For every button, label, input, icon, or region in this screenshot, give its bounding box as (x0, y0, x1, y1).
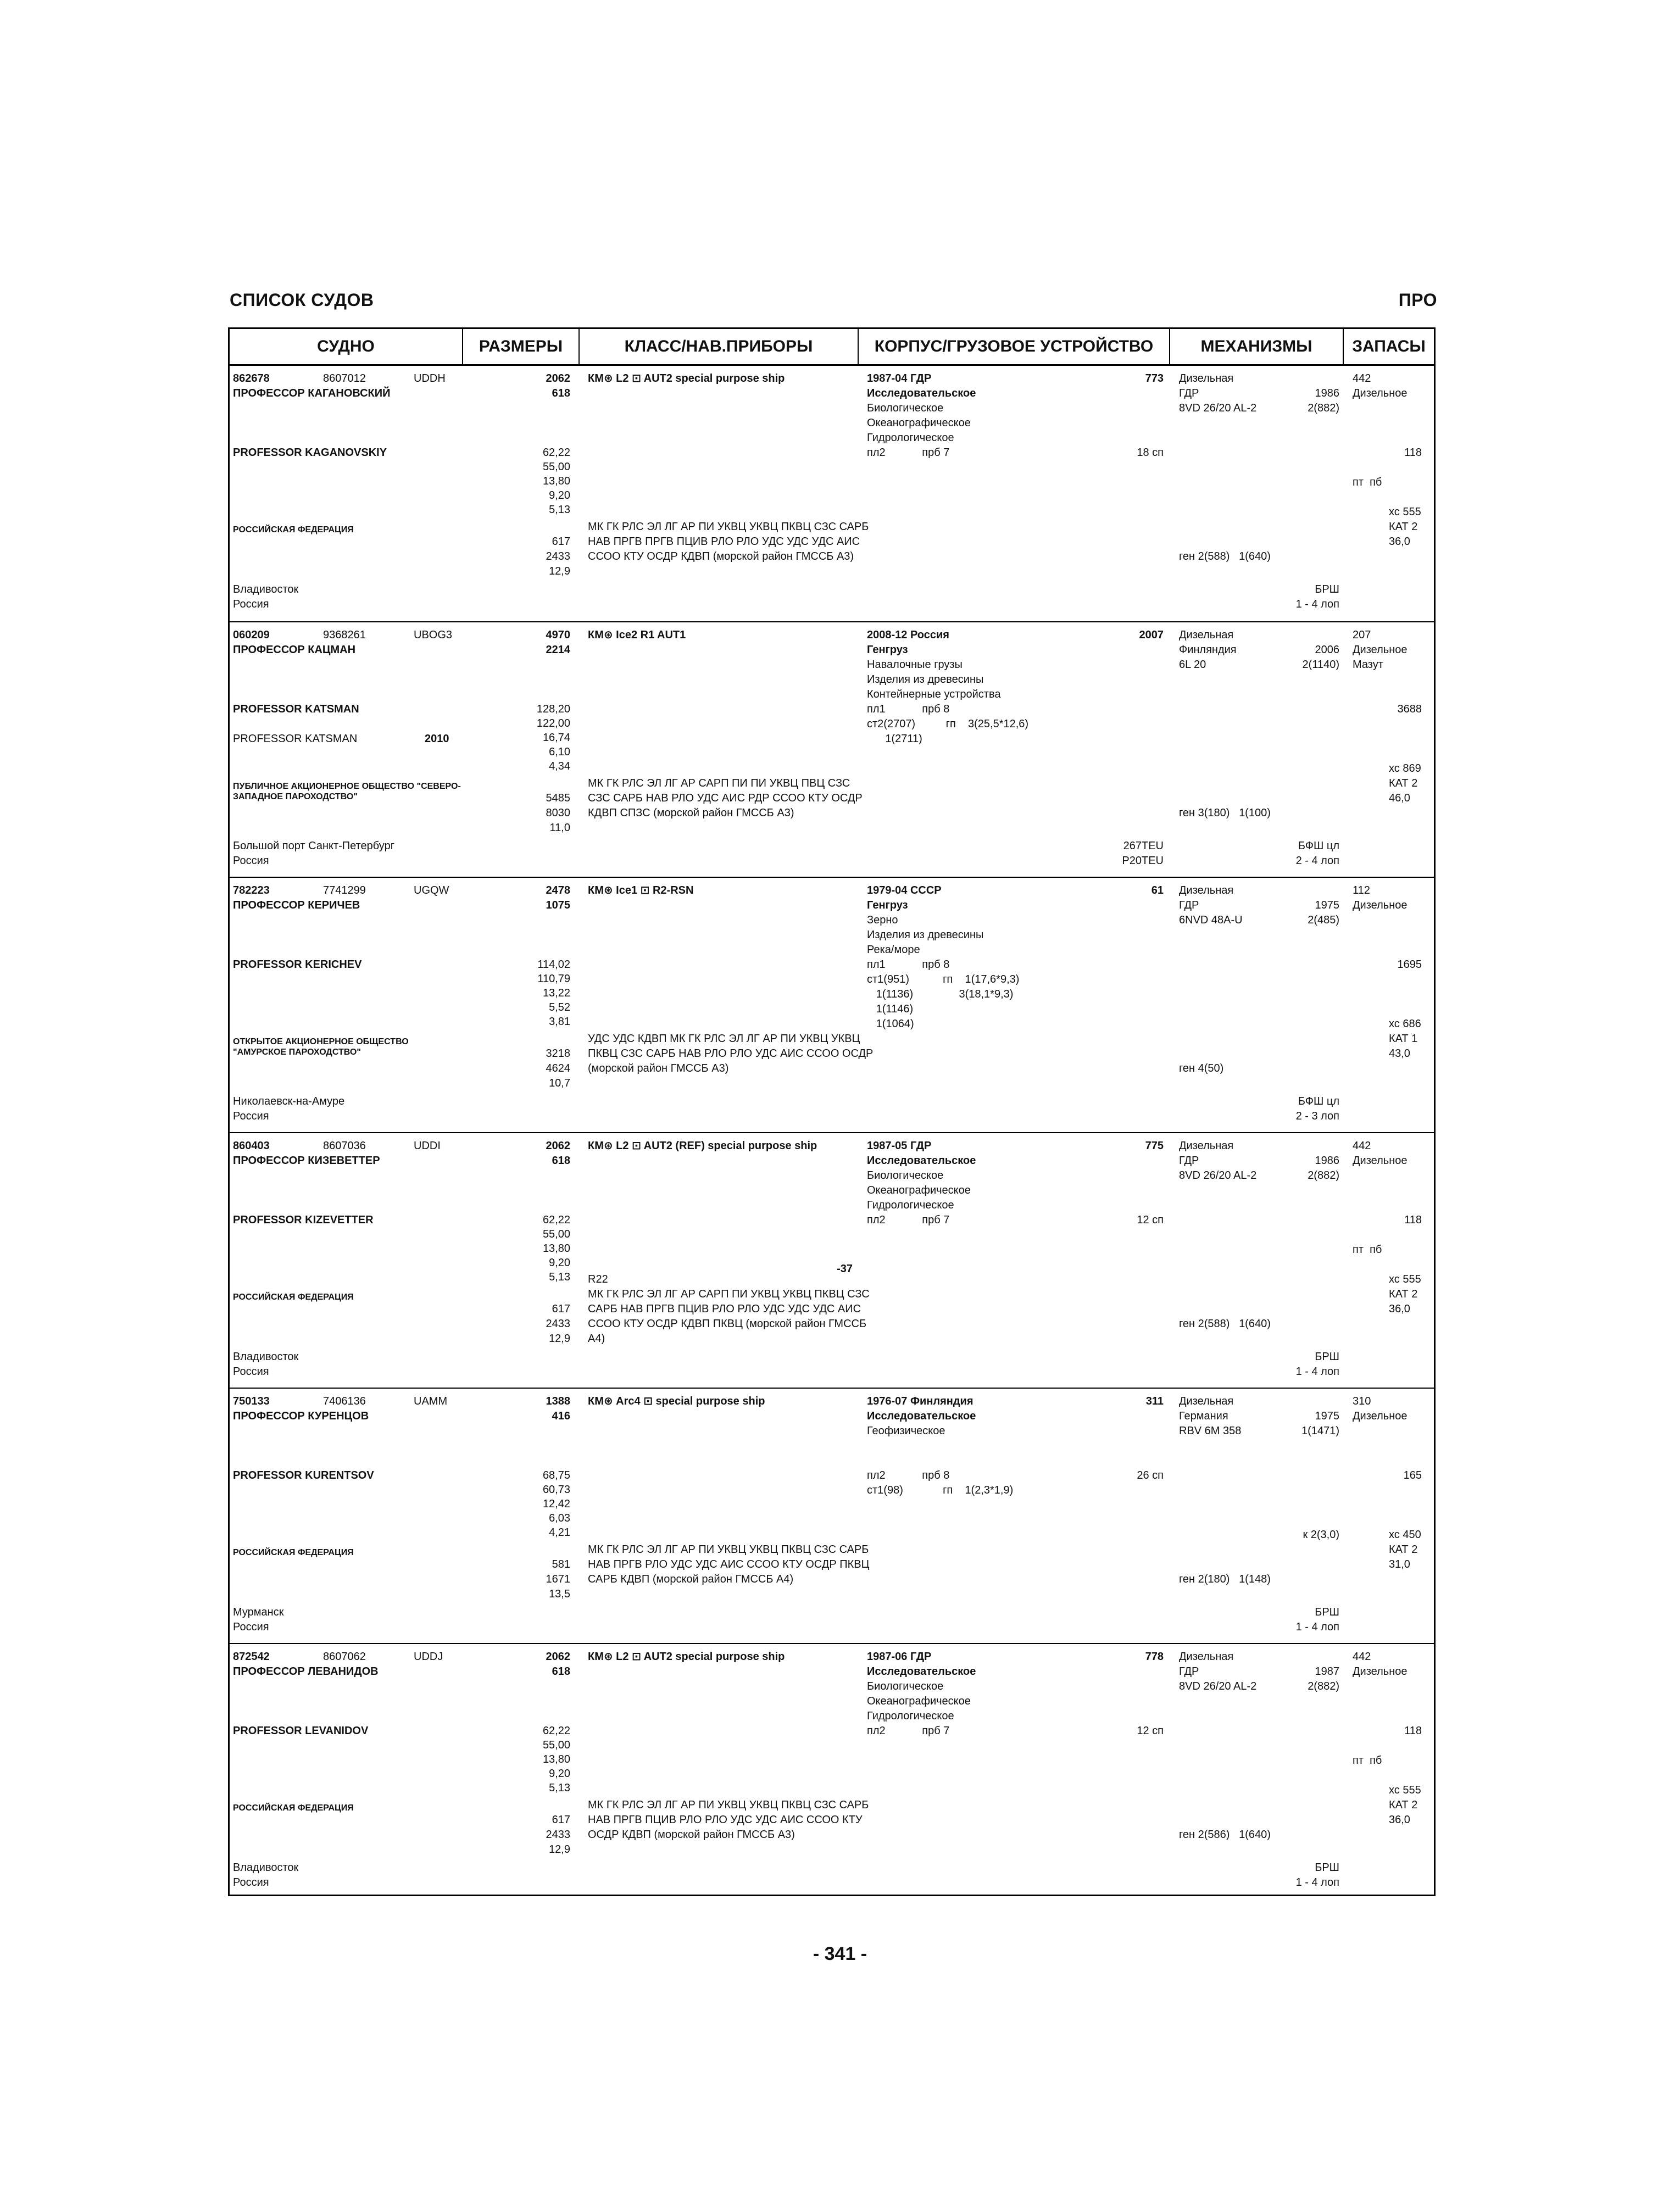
engine-power: 2(485) (1308, 914, 1339, 926)
build-year-country: 1987-06 ГДР (867, 1651, 932, 1663)
class-notation: КМ⊛ L2 ⊡ AUT2 special purpose ship (588, 1651, 785, 1663)
header-title-right: ПРО (1398, 290, 1437, 310)
propeller-blades: 2 - 4 лоп (1295, 855, 1339, 867)
holds-hatches: пл1 прб 8 (867, 703, 950, 715)
autonomy: хс 686 КАТ 1 43,0 (1389, 1018, 1421, 1060)
home-port: Мурманск (233, 1606, 284, 1618)
home-port: Владивосток (233, 1862, 299, 1874)
hull-number: 778 (1145, 1651, 1164, 1663)
deadweight: 5485 8030 11,0 (546, 792, 570, 834)
engine-type: Дизельная (1179, 629, 1234, 641)
vessel-record (230, 1132, 1434, 1388)
vessel-record (230, 1643, 1434, 1898)
gross-tonnage: 2062 (546, 1140, 570, 1152)
fuel-type: Дизельное (1353, 899, 1408, 911)
hull-number: 775 (1145, 1140, 1164, 1152)
header-title-left: СПИСОК СУДОВ (230, 290, 374, 310)
autonomy: хс 555 КАТ 2 36,0 (1389, 1273, 1421, 1315)
vessel-name-ru: ПРОФЕССОР КЕРИЧЕВ (233, 899, 360, 911)
container-capacity: 267TEU (1123, 840, 1164, 852)
generators: ген 2(180) 1(148) (1179, 1573, 1271, 1585)
record-id: 862678 (233, 372, 270, 385)
owner: ПУБЛИЧНОЕ АКЦИОНЕРНОЕ ОБЩЕСТВО "СЕВЕРО-ЗАПАДНОЕ ПАРОХОДСТВО" (233, 782, 461, 801)
engine-country: Германия (1179, 1410, 1228, 1422)
gross-tonnage: 2478 (546, 884, 570, 896)
call-sign: UDDH (414, 372, 446, 385)
fuel-quantity: 442 (1353, 1140, 1371, 1152)
class-notation: КМ⊛ L2 ⊡ AUT2 special purpose ship (588, 372, 785, 385)
fuel-quantity: 442 (1353, 372, 1371, 385)
engine-country: ГДР (1179, 387, 1199, 399)
navigation-equipment: МК ГК РЛС ЭЛ ЛГ АР ПИ УКВЦ УКВЦ ПКВЦ СЗС САРБ НАВ ПРГВ ПРГВ ПЦИВ РЛО РЛО УДС УДС УДС АИС ССОО КТУ ОСДР КДВП (морской район ГМССБ А3) (588, 521, 869, 562)
vessel-type: Генгруз (867, 644, 908, 656)
dimensions: 62,22 55,00 13,80 9,20 5,13 (542, 1725, 570, 1794)
vessel-name-ru: ПРОФЕССОР КАЦМАН (233, 644, 356, 656)
imo-number: 7741299 (323, 884, 366, 896)
vessel-name-ru: ПРОФЕССОР КАГАНОВСКИЙ (233, 387, 391, 399)
vessel-name-en: PROFESSOR KERICHEV (233, 959, 362, 971)
extra-code: R22 (588, 1273, 608, 1285)
navigation-equipment: МК ГК РЛС ЭЛ ЛГ АР ПИ УКВЦ УКВЦ ПКВЦ СЗС САРБ НАВ ПРГВ ПЦИВ РЛО РЛО УДС УДС АИС ССОО КТУ ОСДР КДВП (морской район ГМССБ А3) (588, 1799, 869, 1841)
holds-hatches: пл1 прб 8 (867, 959, 950, 971)
build-year-country: 2008-12 Россия (867, 629, 949, 641)
hold-details: ст1(98) гп 1(2,3*1,9) (867, 1484, 1014, 1496)
engine-power: 2(882) (1308, 1680, 1339, 1692)
flag-country: Россия (233, 598, 269, 610)
engine-power: 2(882) (1308, 1169, 1339, 1182)
engine-country: Финляндия (1179, 644, 1237, 656)
fuel-quantity: 112 (1353, 884, 1370, 896)
deadweight: 617 2433 12,9 (546, 1814, 570, 1856)
record-id: 060209 (233, 629, 270, 641)
build-year-country: 1987-05 ГДР (867, 1140, 932, 1152)
home-port: Владивосток (233, 1351, 299, 1363)
engine-country: ГДР (1179, 899, 1199, 911)
home-port: Владивосток (233, 583, 299, 595)
generators: ген 2(588) 1(640) (1179, 550, 1271, 562)
record-id: 872542 (233, 1651, 270, 1663)
fuel-type: Дизельное (1353, 1665, 1408, 1678)
page-number: - 341 - (813, 1943, 867, 1964)
record-id: 860403 (233, 1140, 270, 1152)
net-tonnage: 2214 (546, 644, 570, 656)
imo-number: 7406136 (323, 1395, 366, 1407)
engine-country: ГДР (1179, 1665, 1199, 1678)
flag-country: Россия (233, 1110, 269, 1122)
call-sign: UDDI (414, 1140, 441, 1152)
imo-number: 8607062 (323, 1651, 366, 1663)
engine-power: 2(1140) (1302, 659, 1339, 671)
flag-country: Россия (233, 855, 269, 867)
owner: ОТКРЫТОЕ АКЦИОНЕРНОЕ ОБЩЕСТВО "АМУРСКОЕ ПАРОХОДСТВО" (233, 1037, 409, 1057)
navigation-equipment: МК ГК РЛС ЭЛ ЛГ АР САРП ПИ УКВЦ УКВЦ ПКВЦ СЗС САРБ НАВ ПРГВ ПЦИВ РЛО РЛО УДС УДС УДС АИС ССОО КТУ ОСДР КДВП ПКВЦ (морской район ГМССБ А4) (588, 1288, 870, 1345)
engine-type: Дизельная (1179, 1395, 1234, 1407)
vessel-name-en: PROFESSOR KIZEVETTER (233, 1214, 374, 1226)
generators: ген 3(180) 1(100) (1179, 807, 1271, 819)
hull-number: 2007 (1139, 629, 1164, 641)
gross-tonnage: 1388 (546, 1395, 570, 1407)
column-header-vessel: СУДНО (230, 329, 463, 364)
berths: 18 сп (1137, 447, 1164, 459)
class-notation: КМ⊛ Arc4 ⊡ special purpose ship (588, 1395, 765, 1407)
engine-model: 6NVD 48A-U (1179, 914, 1243, 926)
call-sign: UGQW (414, 884, 449, 896)
ship-table (228, 327, 1436, 1896)
hull-number: 311 (1145, 1395, 1164, 1407)
dimensions: 62,22 55,00 13,80 9,20 5,13 (542, 447, 570, 516)
build-year-country: 1976-07 Финляндия (867, 1395, 973, 1407)
vessel-subtypes: Навалочные грузы Изделия из древесины Контейнерные устройства (867, 659, 1001, 700)
engine-year: 1975 (1315, 1410, 1339, 1422)
vessel-name-ru: ПРОФЕССОР КИЗЕВЕТТЕР (233, 1155, 380, 1167)
berths: 12 сп (1137, 1214, 1164, 1226)
fuel-mark: пт пб (1353, 476, 1382, 488)
vessel-name-ru: ПРОФЕССОР ЛЕВАНИДОВ (233, 1665, 379, 1678)
engine-power: 2(882) (1308, 402, 1339, 414)
hold-details: ст2(2707) гп 3(25,5*12,6) 1(2711) (867, 718, 1029, 745)
vessel-record (230, 366, 1434, 621)
former-name: PROFESSOR KATSMAN (233, 733, 358, 745)
fuel-quantity: 442 (1353, 1651, 1371, 1663)
propeller: БРШ (1315, 583, 1339, 595)
engine-type: Дизельная (1179, 372, 1234, 385)
net-tonnage: 416 (552, 1410, 570, 1422)
net-tonnage: 1075 (546, 899, 570, 911)
engine-year: 1986 (1315, 1155, 1339, 1167)
engine-model: 8VD 26/20 AL-2 (1179, 1680, 1257, 1692)
column-header-class: КЛАСС/НАВ.ПРИБОРЫ (580, 329, 859, 364)
fuel-quantity-2: 118 (1404, 1725, 1422, 1737)
engine-type: Дизельная (1179, 884, 1234, 896)
vessel-subtypes: Геофизическое (867, 1425, 945, 1437)
vessel-record (230, 877, 1434, 1132)
engine-model: 6L 20 (1179, 659, 1206, 671)
owner: РОССИЙСКАЯ ФЕДЕРАЦИЯ (233, 1293, 354, 1302)
container-capacity-2: P20TEU (1122, 855, 1164, 867)
engine-model: 8VD 26/20 AL-2 (1179, 1169, 1257, 1182)
fuel-quantity-2: 165 (1403, 1469, 1422, 1481)
flag-country: Россия (233, 1621, 269, 1633)
engine-power: 1(1471) (1301, 1425, 1339, 1437)
fuel-type: Дизельное (1353, 1410, 1408, 1422)
generators: ген 2(588) 1(640) (1179, 1318, 1271, 1330)
dimensions: 114,02 110,79 13,22 5,52 3,81 (537, 959, 570, 1028)
vessel-type: Исследовательское (867, 387, 976, 399)
net-tonnage: 618 (552, 1665, 570, 1678)
former-name-year: 2010 (425, 733, 449, 745)
propeller: БФШ цл (1298, 1095, 1339, 1107)
fuel-quantity-2: 118 (1404, 447, 1422, 459)
engine-year: 1987 (1315, 1665, 1339, 1678)
flag-country: Россия (233, 1366, 269, 1378)
class-notation: КМ⊛ L2 ⊡ AUT2 (REF) special purpose ship (588, 1140, 817, 1152)
vessel-type: Исследовательское (867, 1155, 976, 1167)
net-tonnage: 618 (552, 1155, 570, 1167)
hull-number: 773 (1145, 372, 1164, 385)
hold-details: ст1(951) гп 1(17,6*9,3) 1(1136) 3(18,1*9,3) 1(1146) 1(1064) (867, 973, 1020, 1030)
propeller-blades: 1 - 4 лоп (1295, 1366, 1339, 1378)
navigation-equipment: МК ГК РЛС ЭЛ ЛГ АР ПИ УКВЦ УКВЦ ПКВЦ СЗС САРБ НАВ ПРГВ РЛО УДС УДС АИС ССОО КТУ ОСДР ПКВЦ САРБ КДВП (морской район ГМССБ А4) (588, 1544, 870, 1585)
imo-number: 8607036 (323, 1140, 366, 1152)
berths: 26 сп (1137, 1469, 1164, 1481)
fuel-quantity: 310 (1353, 1395, 1371, 1407)
fuel-type: Дизельное (1353, 1155, 1408, 1167)
gross-tonnage: 2062 (546, 372, 570, 385)
vessel-name-en: PROFESSOR KURENTSOV (233, 1469, 374, 1481)
flag-country: Россия (233, 1876, 269, 1889)
engine-type: Дизельная (1179, 1651, 1234, 1663)
holds-hatches: пл2 прб 7 (867, 1725, 950, 1737)
owner: РОССИЙСКАЯ ФЕДЕРАЦИЯ (233, 1803, 354, 1813)
column-header-stores: ЗАПАСЫ (1352, 337, 1426, 355)
vessel-name-en: PROFESSOR LEVANIDOV (233, 1725, 369, 1737)
vessel-subtypes: Зерно Изделия из древесины Река/море (867, 914, 984, 956)
vessel-subtypes: Биологическое Океанографическое Гидрологическое (867, 1169, 971, 1211)
owner: РОССИЙСКАЯ ФЕДЕРАЦИЯ (233, 525, 354, 534)
fuel-quantity-2: 1695 (1397, 959, 1422, 971)
call-sign: UDDJ (414, 1651, 443, 1663)
call-sign: UAMM (414, 1395, 448, 1407)
column-header-machinery: МЕХАНИЗМЫ (1170, 329, 1344, 364)
engine-country: ГДР (1179, 1155, 1199, 1167)
imo-number: 9368261 (323, 629, 366, 641)
imo-number: 8607012 (323, 372, 366, 385)
gross-tonnage: 4970 (546, 629, 570, 641)
engine-type: Дизельная (1179, 1140, 1234, 1152)
extra-number: -37 (837, 1263, 853, 1275)
build-year-country: 1979-04 СССР (867, 884, 942, 896)
fuel-type: Дизельное (1353, 387, 1408, 399)
class-notation: КМ⊛ Ice2 R1 AUT1 (588, 629, 686, 641)
dimensions: 128,20 122,00 16,74 6,10 4,34 (536, 703, 570, 772)
deadweight: 581 1671 13,5 (546, 1558, 570, 1600)
engine-model: 8VD 26/20 AL-2 (1179, 402, 1257, 414)
gross-tonnage: 2062 (546, 1651, 570, 1663)
home-port: Николаевск-на-Амуре (233, 1095, 345, 1107)
engine-year: 2006 (1315, 644, 1339, 656)
engine-year: 1975 (1315, 899, 1339, 911)
propeller: БРШ (1315, 1606, 1339, 1618)
dimensions: 68,75 60,73 12,42 6,03 4,21 (542, 1469, 570, 1539)
vessel-type: Исследовательское (867, 1410, 976, 1422)
navigation-equipment: УДС УДС КДВП МК ГК РЛС ЭЛ ЛГ АР ПИ УКВЦ УКВЦ ПКВЦ СЗС САРБ НАВ РЛО РЛО УДС АИС ССОО ОСДР (морской район ГМССБ А3) (588, 1033, 874, 1074)
fuel-quantity-2: 3688 (1397, 703, 1422, 715)
net-tonnage: 618 (552, 387, 570, 399)
column-header-dimensions: РАЗМЕРЫ (463, 329, 580, 364)
home-port: Большой порт Санкт-Петербург (233, 840, 395, 852)
vessel-type: Генгруз (867, 899, 908, 911)
owner: РОССИЙСКАЯ ФЕДЕРАЦИЯ (233, 1548, 354, 1557)
propeller-blades: 1 - 4 лоп (1295, 598, 1339, 610)
vessel-record (230, 621, 1434, 877)
vessel-subtypes: Биологическое Океанографическое Гидрологическое (867, 402, 971, 444)
deadweight: 3218 4624 10,7 (546, 1048, 570, 1089)
propeller: БФШ цл (1298, 840, 1339, 852)
autonomy: хс 450 КАТ 2 31,0 (1389, 1529, 1421, 1570)
vessel-name-en: PROFESSOR KATSMAN (233, 703, 359, 715)
fuel-mark: пт пб (1353, 1244, 1382, 1256)
autonomy: хс 555 КАТ 2 36,0 (1389, 1784, 1421, 1826)
fuel-quantity: 207 (1353, 629, 1371, 641)
deadweight: 617 2433 12,9 (546, 536, 570, 577)
fuel-type: Дизельное Мазут (1353, 644, 1408, 671)
build-year-country: 1987-04 ГДР (867, 372, 932, 385)
autonomy: хс 869 КАТ 2 46,0 (1389, 762, 1421, 804)
cranes: к 2(3,0) (1303, 1529, 1339, 1541)
vessel-name-en: PROFESSOR KAGANOVSKIY (233, 447, 387, 459)
vessel-type: Исследовательское (867, 1665, 976, 1678)
vessel-subtypes: Биологическое Океанографическое Гидрологическое (867, 1680, 971, 1722)
berths: 12 сп (1137, 1725, 1164, 1737)
record-id: 782223 (233, 884, 270, 896)
generators: ген 4(50) (1179, 1062, 1224, 1074)
vessel-record (230, 1388, 1434, 1643)
hull-number: 61 (1151, 884, 1164, 896)
propeller-blades: 1 - 4 лоп (1295, 1876, 1339, 1889)
autonomy: хс 555 КАТ 2 36,0 (1389, 506, 1421, 548)
propeller: БРШ (1315, 1862, 1339, 1874)
propeller-blades: 2 - 3 лоп (1295, 1110, 1339, 1122)
deadweight: 617 2433 12,9 (546, 1303, 570, 1345)
navigation-equipment: МК ГК РЛС ЭЛ ЛГ АР САРП ПИ ПИ УКВЦ ПВЦ СЗС СЗС САРБ НАВ РЛО УДС АИС РДР ССОО КТУ ОСДР КДВП СПЗС (морской район ГМССБ А3) (588, 777, 863, 819)
column-header-hull: КОРПУС/ГРУЗОВОЕ УСТРОЙСТВО (859, 329, 1170, 364)
call-sign: UBOG3 (414, 629, 453, 641)
dimensions: 62,22 55,00 13,80 9,20 5,13 (542, 1214, 570, 1283)
record-id: 750133 (233, 1395, 270, 1407)
class-notation: КМ⊛ Ice1 ⊡ R2-RSN (588, 884, 694, 896)
propeller-blades: 1 - 4 лоп (1295, 1621, 1339, 1633)
fuel-mark: пт пб (1353, 1754, 1382, 1767)
vessel-name-ru: ПРОФЕССОР КУРЕНЦОВ (233, 1410, 369, 1422)
generators: ген 2(586) 1(640) (1179, 1829, 1271, 1841)
engine-model: RBV 6M 358 (1179, 1425, 1242, 1437)
holds-hatches: пл2 прб 7 (867, 1214, 950, 1226)
fuel-quantity-2: 118 (1404, 1214, 1422, 1226)
engine-year: 1986 (1315, 387, 1339, 399)
holds-hatches: пл2 прб 7 (867, 447, 950, 459)
propeller: БРШ (1315, 1351, 1339, 1363)
holds-hatches: пл2 прб 8 (867, 1469, 950, 1481)
